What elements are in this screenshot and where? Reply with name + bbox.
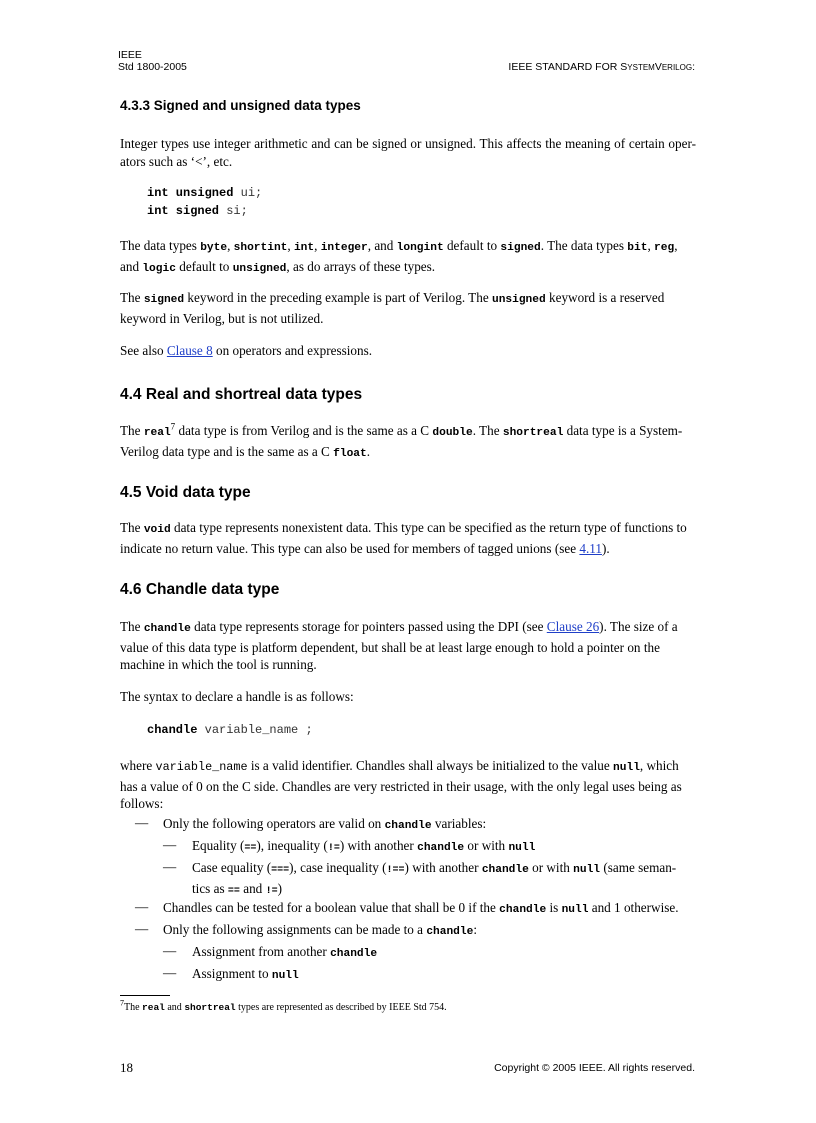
code-line: [147, 203, 262, 221]
keyword: chandle: [330, 948, 378, 960]
text-line: The signed keyword in the preceding example is part of Verilog. The unsigned keyword is a reserved: [120, 290, 665, 306]
header-org: IEEE: [118, 49, 142, 61]
code-chandle-declaration: [147, 722, 313, 740]
text-line: value of this data type is platform dependent, but shall be at least large enough to hold a pointer on the: [120, 639, 660, 655]
operator: !==: [386, 865, 405, 876]
keyword: void: [143, 524, 171, 536]
page-number: 18: [120, 1060, 133, 1075]
keyword: double: [432, 427, 473, 439]
list-item: Only the following operators are valid on chandle variables:: [163, 816, 487, 832]
keyword: shortreal: [502, 427, 564, 439]
keyword: null: [613, 762, 640, 774]
header-std-number: Std 1800-2005: [118, 61, 187, 73]
list-dash: —: [163, 859, 177, 874]
section-heading-4-4: 4.4 Real and shortreal data types: [120, 386, 363, 403]
section-heading-4-3-3: 4.3.3 Signed and unsigned data types: [120, 98, 361, 113]
inline-code: variable_name: [155, 760, 248, 774]
keyword: logic: [142, 262, 176, 275]
operator: ==: [244, 843, 257, 854]
keyword: signed: [143, 294, 185, 306]
operator: !=: [265, 885, 278, 897]
code-keyword: chandle: [147, 723, 198, 737]
paragraph-default-signedness: [120, 237, 696, 278]
clause-26-link[interactable]: Clause 26: [546, 619, 600, 634]
keyword: signed: [500, 242, 541, 254]
text-line: machine in which the tool is running.: [120, 657, 317, 672]
text-line: The void data type represents nonexistent data. This type can be specified as the return type of functions to: [120, 520, 687, 536]
text-line: indicate no return value. This type can also be used for members of tagged unions (see 4.11).: [120, 540, 610, 556]
keyword: null: [271, 970, 299, 982]
keyword: bit: [627, 242, 648, 254]
keyword: shortreal: [184, 1002, 236, 1013]
list-dash: —: [163, 965, 177, 980]
header-title: [508, 61, 695, 74]
text-line: follows:: [120, 796, 164, 811]
clause-8-link[interactable]: Clause 8: [166, 343, 213, 358]
header-title-sc: S: [620, 61, 628, 73]
list-item: Chandles can be tested for a boolean value that shall be 0 if the chandle is null and 1 otherwise.: [163, 900, 679, 916]
keyword: chandle: [481, 864, 529, 876]
list-dash: —: [163, 943, 177, 958]
footnote-rule: [120, 995, 170, 996]
header-title-colon: :: [692, 61, 695, 73]
text-line: The real$^7$ data type is from Verilog and is the same as a C double. The shortreal data type is a System-: [120, 421, 683, 439]
keyword: unsigned: [232, 262, 287, 275]
text-line: The data types byte, shortint, int, integer, and longint default to signed. The data types bit, reg,: [120, 238, 678, 254]
keyword: byte: [200, 242, 228, 254]
operator: ===: [271, 865, 290, 876]
text-line: The chandle data type represents storage for pointers passed using the DPI (see Clause 26). The size of a: [120, 619, 678, 635]
list-dash: —: [135, 899, 149, 914]
keyword: integer: [320, 242, 368, 254]
header-title-sc: V: [654, 61, 662, 73]
list-item: Equality (==), inequality (!=) with another chandle or with null: [192, 838, 536, 854]
text-line: Verilog data type and is the same as a C float.: [120, 443, 371, 460]
paragraph-syntax-intro: The syntax to declare a handle is as follows:: [120, 689, 354, 704]
text-line: Case equality (===), case inequality (!==) with another chandle or with null (same seman-: [192, 860, 677, 876]
keyword: null: [561, 904, 589, 916]
keyword: chandle: [499, 904, 547, 916]
paragraph-chandle-rules: [120, 757, 696, 813]
code-identifier: ui;: [233, 186, 263, 200]
list-dash: —: [135, 815, 149, 830]
list-item: Assignment from another chandle: [192, 944, 378, 960]
paragraph-see-also: See also Clause 8 on operators and expressions.: [120, 343, 372, 358]
footnote-number: 7: [120, 998, 124, 1008]
keyword: unsigned: [491, 294, 546, 306]
code-example-signed: [147, 185, 262, 220]
list-dash: —: [135, 921, 149, 936]
text-line: and logic default to unsigned, as do arrays of these types.: [120, 258, 436, 275]
header-title-sc: ERILOG: [661, 63, 693, 72]
header-title-sc: YSTEM: [627, 63, 655, 72]
text-line: keyword in Verilog, but is not utilized.: [120, 310, 324, 326]
copyright-notice: Copyright © 2005 IEEE. All rights reserved.: [494, 1062, 695, 1074]
keyword: real: [142, 1002, 165, 1013]
list-item: [192, 859, 696, 900]
operator: !=: [327, 843, 340, 854]
keyword: float: [333, 447, 367, 460]
keyword: chandle: [417, 842, 465, 854]
text-line: has a value of 0 on the C side. Chandles are very restricted in their usage, with the only legal uses being as: [120, 778, 682, 794]
section-heading-4-5: 4.5 Void data type: [120, 484, 251, 501]
keyword: chandle: [143, 623, 191, 635]
keyword: real: [143, 427, 171, 439]
text-line: where variable_name is a valid identifier. Chandles shall always be initialized to the value null, which: [120, 758, 679, 774]
keyword: null: [508, 842, 536, 854]
code-keyword: int signed: [147, 203, 220, 218]
keyword: shortint: [233, 242, 288, 254]
list-item: Only the following assignments can be made to a chandle:: [163, 922, 477, 938]
code-line: [147, 185, 262, 203]
paragraph-chandle-type: [120, 618, 696, 674]
paragraph-signed-keyword: [120, 289, 696, 327]
paragraph-void-type: [120, 519, 696, 557]
keyword: reg: [654, 242, 675, 254]
keyword: int: [293, 242, 315, 254]
paragraph-integer-types: Integer types use integer arithmetic and can be signed or unsigned. This affects the meaning of certain oper-ators such as ‘<’, etc.: [120, 136, 696, 169]
text-line: tics as == and !=): [192, 880, 282, 897]
section-4-11-link[interactable]: 4.11: [579, 540, 602, 556]
list-dash: —: [163, 837, 177, 852]
keyword: null: [573, 864, 601, 876]
keyword: chandle: [384, 820, 432, 832]
footnote: $^7$The real and shortreal types are represented as described by IEEE Std 754.: [120, 998, 447, 1013]
operator: ==: [227, 885, 240, 897]
keyword: chandle: [426, 926, 474, 938]
footnote-ref: 7: [170, 421, 176, 432]
list-item: Assignment to null: [192, 966, 299, 982]
header-standard-id: [118, 49, 187, 73]
paragraph-real-types: [120, 422, 696, 463]
code-identifier: si;: [219, 203, 248, 218]
keyword: longint: [396, 242, 444, 254]
header-title-prefix: IEEE STANDARD FOR: [508, 61, 621, 73]
code-keyword: int unsigned: [147, 186, 234, 200]
code-identifier: variable_name ;: [197, 723, 313, 737]
section-heading-4-6: 4.6 Chandle data type: [120, 581, 280, 598]
